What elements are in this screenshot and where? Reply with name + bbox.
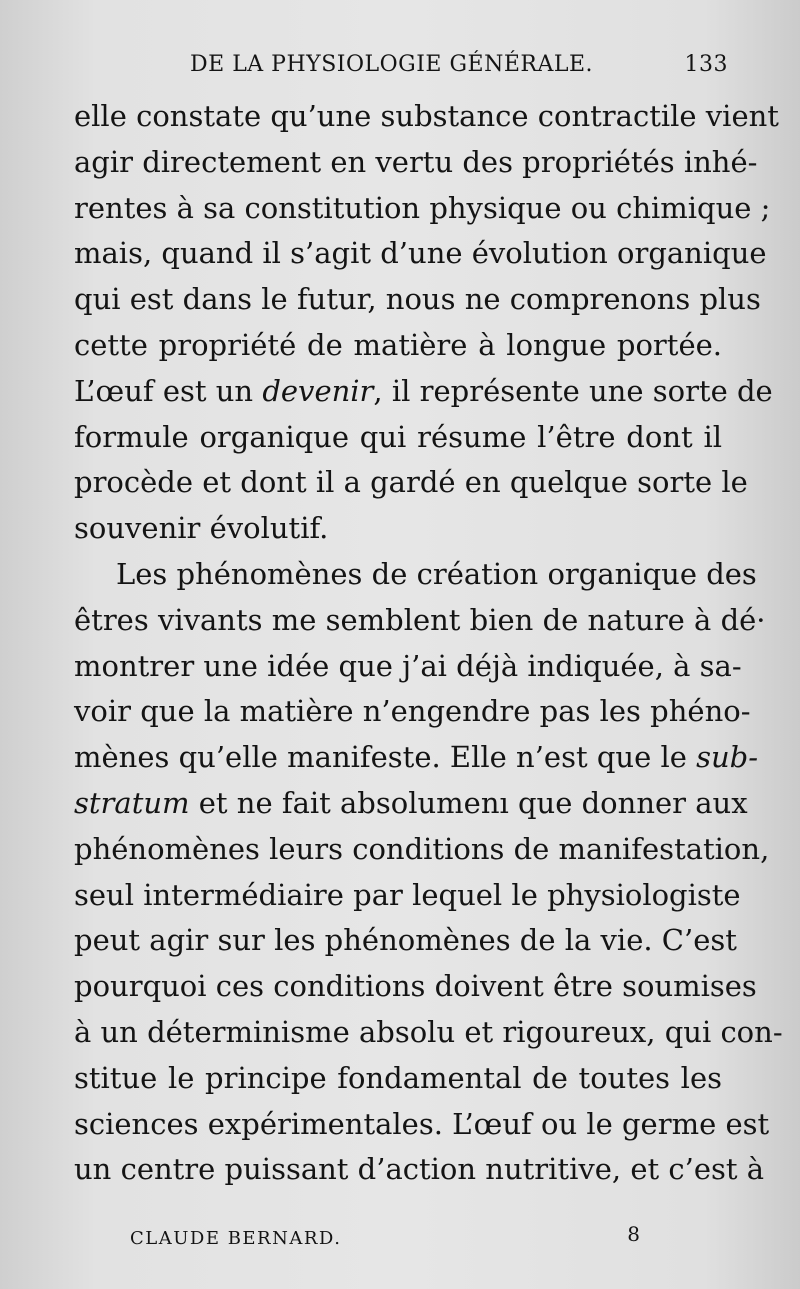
text-line: [74, 506, 722, 552]
text-segment: procède et dont il a gardé en quelque sorte le: [74, 465, 748, 500]
text-line: [74, 689, 751, 735]
page-header: [190, 52, 728, 86]
text-line: [74, 918, 737, 964]
text-segment: stitue le principe fondamental de toutes les: [74, 1060, 722, 1095]
text-line: [74, 827, 770, 873]
text-segment: phénomènes leurs conditions de manifestation,: [74, 831, 770, 866]
text-segment: mènes qu’elle manifeste. Elle n’est que le: [74, 740, 697, 775]
text-line: [74, 735, 759, 781]
text-segment: êtres vivants me semblent bien de nature à dé·: [74, 602, 766, 637]
text-segment: à un déterminisme absolu et rigoureux, qui con-: [74, 1014, 783, 1049]
text-segment: elle constate qu’une substance contractile vient: [74, 99, 779, 133]
text-segment: souvenir évolutif.: [74, 511, 329, 546]
italic-text: devenir: [262, 373, 374, 408]
text-line: [74, 415, 722, 461]
text-segment: qui est dans le futur, nous ne comprenons plus: [74, 282, 761, 317]
text-line: [74, 964, 757, 1010]
text-line: [74, 369, 773, 415]
text-line: [74, 460, 748, 506]
text-segment: un centre puissant d’action nutritive, et c’est à: [74, 1152, 765, 1187]
text-segment: montrer une idée que j’ai déjà indiquée, à sa-: [74, 648, 742, 683]
italic-text: stratum: [74, 785, 190, 820]
text-segment: seul intermédiaire par lequel le physiologiste: [74, 877, 741, 912]
running-title: DE LA PHYSIOLOGIE GÉNÉRALE.: [190, 52, 594, 77]
text-segment: rentes à sa constitution physique ou chimique ;: [74, 190, 771, 225]
text-line: [74, 140, 758, 186]
text-line: [74, 552, 757, 598]
gathering-mark: 8: [627, 1222, 640, 1246]
text-segment: et ne fait absolumenı que donner aux: [189, 785, 748, 820]
text-line: [74, 644, 742, 690]
text-line: [74, 1010, 783, 1056]
body-text: [74, 94, 783, 1193]
text-segment: L’œuf est un: [74, 373, 263, 408]
author-signature: CLAUDE BERNARD.: [130, 1228, 342, 1249]
text-segment: voir que la matière n’engendre pas les phéno-: [74, 694, 751, 729]
page-number: 133: [684, 52, 728, 77]
text-line: [74, 1102, 770, 1148]
italic-text: sub-: [696, 740, 759, 775]
text-line: [74, 598, 766, 644]
text-segment: cette propriété de matière à longue portée.: [74, 327, 722, 362]
text-line: [74, 277, 761, 323]
page-footer: [130, 1222, 640, 1254]
text-segment: agir directement en vertu des propriétés inhé-: [74, 144, 758, 179]
text-segment: formule organique qui résume l’être dont il: [74, 419, 722, 454]
text-segment: sciences expérimentales. L’œuf ou le germe est: [74, 1106, 770, 1141]
text-line: [74, 781, 748, 827]
text-segment: pourquoi ces conditions doivent être soumises: [74, 969, 757, 1004]
text-line: [74, 94, 779, 140]
paragraph: [74, 552, 783, 1193]
paragraph: [74, 94, 779, 552]
text-segment: , il représente une sorte de: [373, 373, 773, 408]
text-line: [74, 323, 722, 369]
text-segment: Les phénomènes de création organique des: [116, 556, 757, 591]
text-segment: mais, quand il s’agit d’une évolution organique: [74, 236, 767, 271]
text-segment: peut agir sur les phénomènes de la vie. C’est: [74, 923, 737, 958]
text-line: [74, 231, 767, 277]
text-line: [74, 1147, 765, 1193]
text-line: [74, 1056, 722, 1102]
text-line: [74, 186, 771, 232]
text-line: [74, 873, 741, 919]
